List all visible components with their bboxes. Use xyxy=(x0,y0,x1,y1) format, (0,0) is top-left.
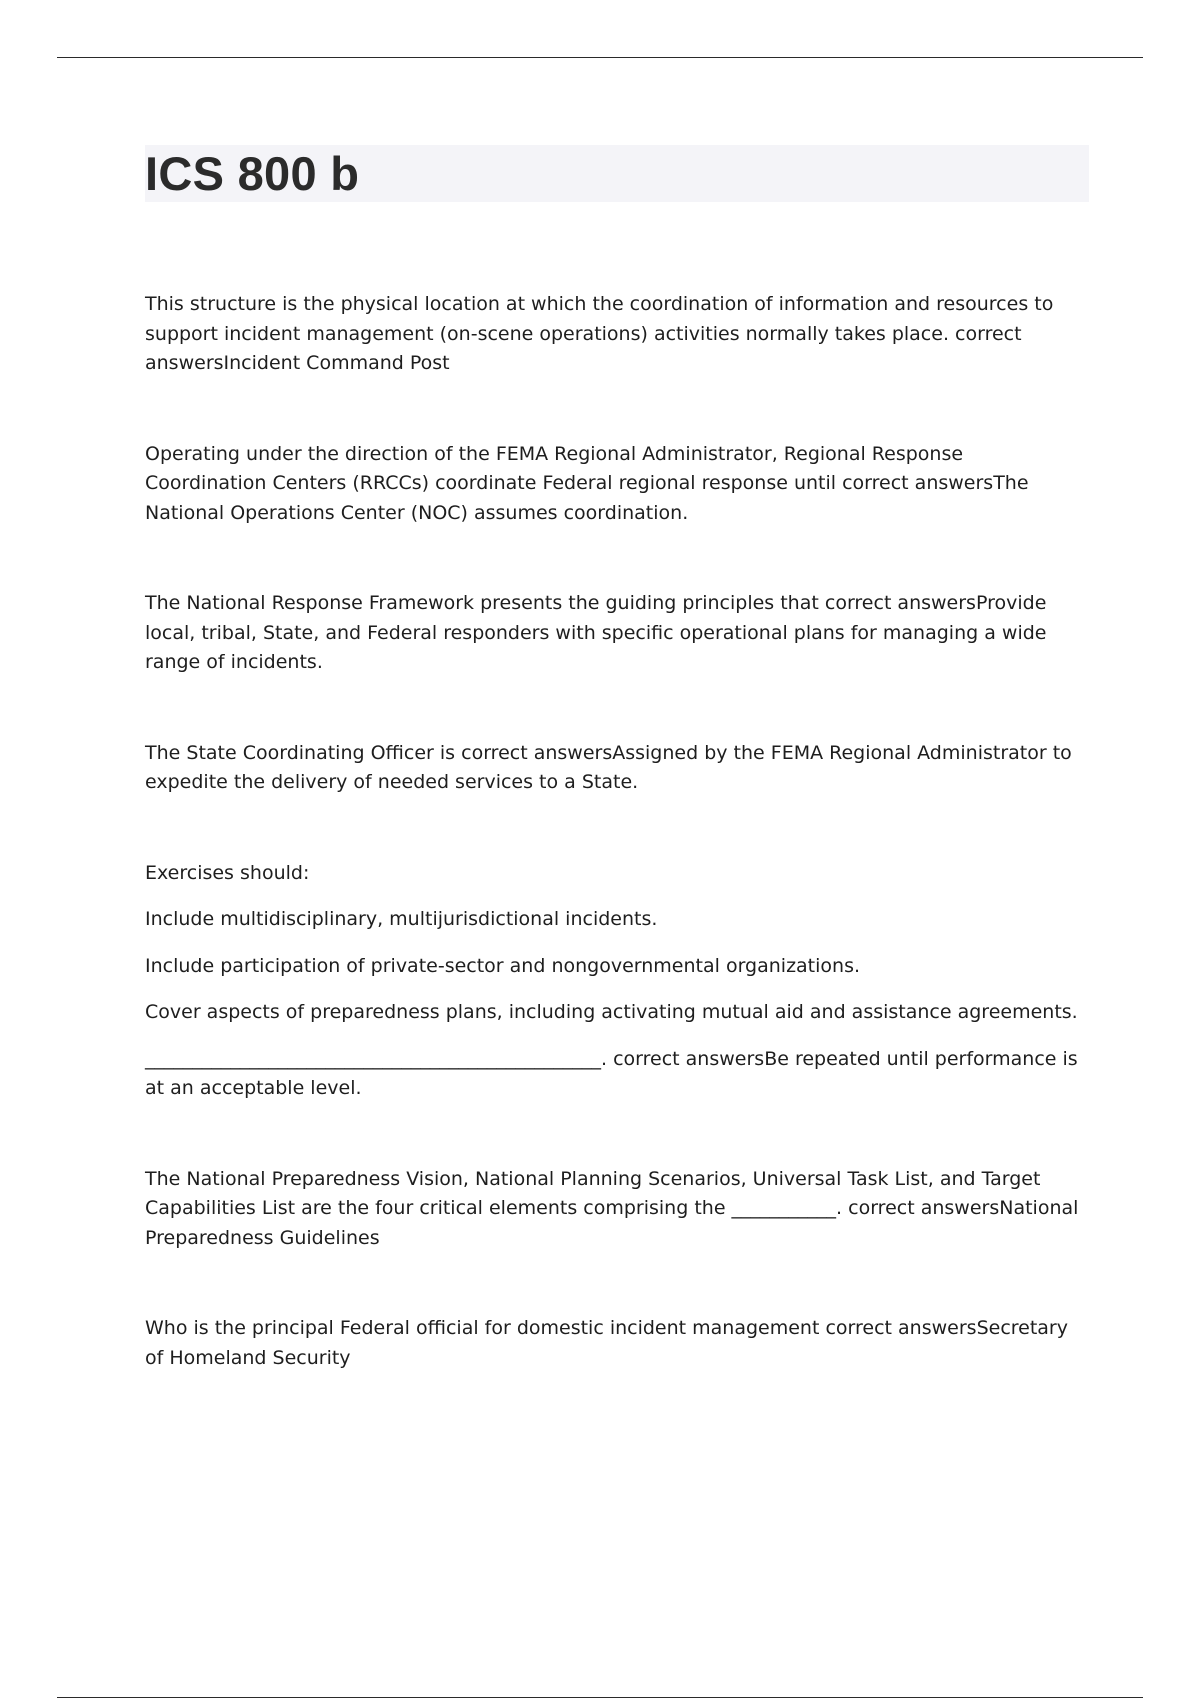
blank-question: ________________________________________________. xyxy=(145,1047,608,1070)
exercise-answer-line xyxy=(145,1045,1090,1104)
question-text: The State Coordinating Officer is xyxy=(145,741,456,764)
exercise-block xyxy=(145,859,1090,1104)
exercise-line-3: Cover aspects of preparedness plans, including activating mutual aid and assistance agreements. xyxy=(145,1001,1078,1023)
qa-item-4 xyxy=(145,739,1090,798)
question-text: The National Response Framework presents the guiding principles that xyxy=(145,592,819,614)
answer-text: Provide local, tribal, State, and Federal responders with specific operational plans for managing a wide range of incidents. xyxy=(145,592,1047,673)
answer-text: Assigned by the FEMA Regional Administrator to expedite the delivery of needed services to a State. xyxy=(145,741,1072,793)
top-rule xyxy=(57,57,1143,58)
answer-text: National Preparedness Guidelines xyxy=(145,1197,1079,1249)
answer-separator: correct answers xyxy=(819,1317,977,1339)
question-text: Operating under the direction of the FEMA Regional Administrator, Regional Response Coordination Centers (RRCCs) coordinate Federal regional response until xyxy=(145,442,964,494)
answer-separator: correct answers xyxy=(836,472,994,494)
answer-separator: correct answers xyxy=(607,1047,765,1070)
document-body xyxy=(145,290,1090,1434)
question-text: Who is the principal Federal official for domestic incident management xyxy=(145,1317,820,1339)
exercise-intro: Exercises should: xyxy=(145,861,310,884)
qa-item-2 xyxy=(145,440,1090,529)
qa-item-6 xyxy=(145,1314,1090,1373)
answer-separator: correct answers xyxy=(818,592,976,614)
answer-separator: correct answers xyxy=(842,1197,1000,1219)
question-text: The National Preparedness Vision, National Planning Scenarios, Universal Task List, and Target Capabilities List are the four critical elements comprising the ___________. xyxy=(145,1167,1041,1219)
qa-item-3 xyxy=(145,589,1090,678)
exercise-line-1: Include multidisciplinary, multijurisdictional incidents. xyxy=(145,908,658,930)
answer-text: The National Operations Center (NOC) assumes coordination. xyxy=(145,472,1029,524)
qa-item-1 xyxy=(145,290,1090,379)
answer-text: Secretary of Homeland Security xyxy=(145,1317,1068,1369)
answer-text: Be repeated until performance is at an acceptable level. xyxy=(145,1047,1078,1099)
exercise-line-2: Include participation of private-sector and nongovernmental organizations. xyxy=(145,954,861,977)
answer-text: Incident Command Post xyxy=(223,352,450,374)
page-title: ICS 800 b xyxy=(145,147,360,200)
answer-separator: correct answers xyxy=(455,741,613,764)
qa-item-5 xyxy=(145,1165,1090,1254)
question-text: This structure is the physical location at which the coordination of information and resources to support incident management (on-scene operations) activities normally takes place. xyxy=(145,293,1054,345)
bottom-rule xyxy=(57,1697,1143,1698)
answer-separator: correct answers xyxy=(145,322,1022,374)
